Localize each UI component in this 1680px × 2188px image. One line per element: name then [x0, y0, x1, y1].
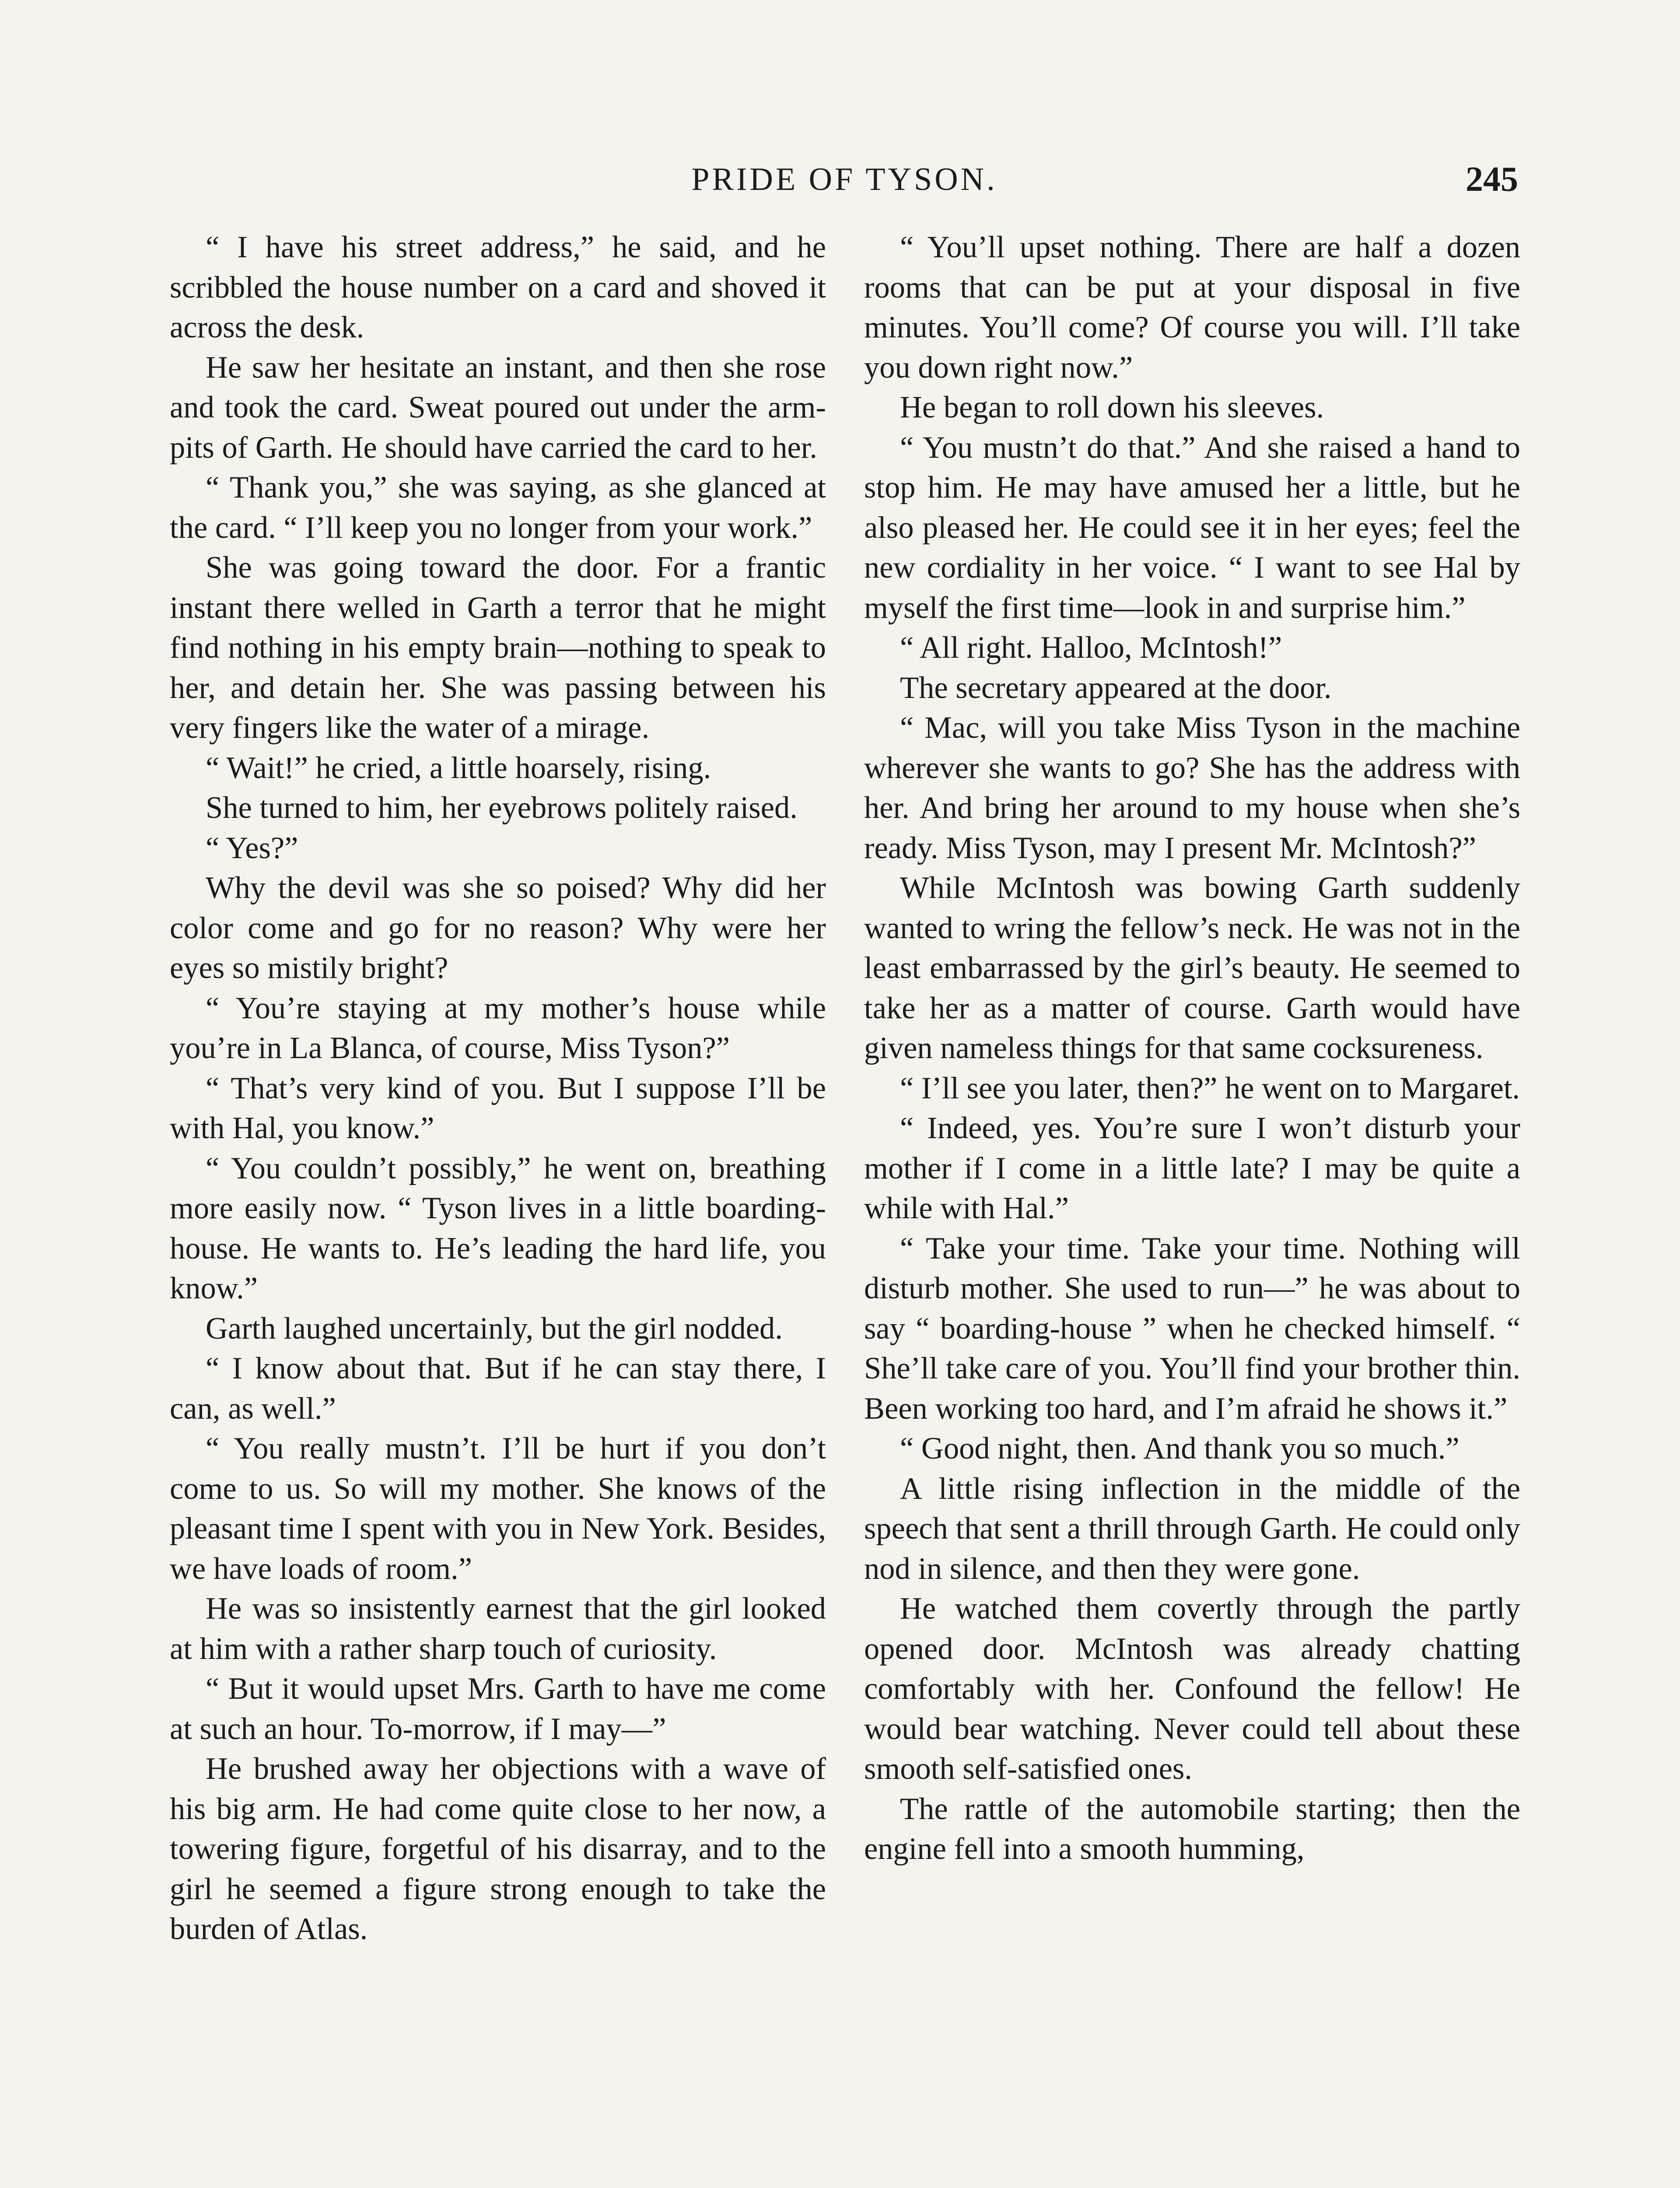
- paragraph: He began to roll down his sleeves.: [900, 390, 1324, 424]
- paragraph: “ You couldn’t possibly,” he went on, breathing more easily now. “ Tyson lives in a little boarding-house. He wants to. He’s leading the hard life, you know.”: [170, 1151, 826, 1305]
- paragraph: “ Wait!” he cried, a little hoarsely, rising.: [206, 750, 711, 785]
- paragraph: “ You’re staying at my mother’s house while you’re in La Blanca, of course, Miss Tyson?”: [170, 991, 826, 1065]
- paragraph: She turned to him, her eyebrows politely raised.: [206, 791, 798, 825]
- paragraph: She was going toward the door. For a frantic instant there welled in Garth a terror that he might find nothing in his empty brain—nothing to speak to her, and detain her. She was passing between his very fingers like the water of a mirage.: [170, 551, 826, 745]
- paragraph: He was so insistently earnest that the girl looked at him with a rather sharp touch of curiosity.: [170, 1592, 826, 1666]
- paragraph: He saw her hesitate an instant, and then she rose and took the card. Sweat poured out under the arm-pits of Garth. He should have carried the card to her.: [170, 350, 826, 465]
- paragraph: While McIntosh was bowing Garth suddenly wanted to wring the fellow’s neck. He was not in the least embarrassed by the girl’s beauty. He seemed to take her as a matter of course. Garth would have given nameless things for that same cocksureness.: [864, 871, 1520, 1065]
- paragraph: “ Take your time. Take your time. Nothing will disturb mother. She used to run—” he was about to say “ boarding-house ” when he checked himself. “ She’ll take care of you. You’ll find your brother thin. Been working too hard, and I’m afraid he shows it.”: [864, 1231, 1520, 1426]
- paragraph: The rattle of the automobile starting; then the engine fell into a smooth humming,: [864, 1792, 1520, 1866]
- paragraph: “ Good night, then. And thank you so much.”: [900, 1431, 1460, 1466]
- paragraph: “ I have his street address,” he said, and he scribbled the house number on a card and shoved it across the desk.: [170, 230, 826, 344]
- paragraph: “ All right. Halloo, McIntosh!”: [900, 631, 1282, 665]
- paragraph: “ Indeed, yes. You’re sure I won’t disturb your mother if I come in a little late? I may be quite a while with Hal.”: [864, 1111, 1520, 1225]
- paragraph: “ You really mustn’t. I’ll be hurt if you don’t come to us. So will my mother. She knows of the pleasant time I spent with you in New York. Besides, we have loads of room.”: [170, 1431, 826, 1586]
- paragraph: “ You’ll upset nothing. There are half a dozen rooms that can be put at your disposal in five minutes. You’ll come? Of course you will. I’ll take you down right now.”: [864, 230, 1520, 385]
- running-head: PRIDE OF TYSON.: [691, 161, 998, 197]
- paragraph: Garth laughed uncertainly, but the girl nodded.: [206, 1311, 783, 1346]
- paragraph: “ That’s very kind of you. But I suppose I’ll be with Hal, you know.”: [170, 1071, 826, 1145]
- left-text-column: [170, 228, 826, 1950]
- paragraph: “ Mac, will you take Miss Tyson in the machine wherever she wants to go? She has the address with her. And bring her around to my house when she’s ready. Miss Tyson, may I present Mr. McIntosh?”: [864, 711, 1520, 865]
- paragraph: He brushed away her objections with a wave of his big arm. He had come quite close to her now, a towering figure, forgetful of his disarray, and to the girl he seemed a figure strong enough to take the burden of Atlas.: [170, 1752, 826, 1946]
- page-header: [171, 155, 1518, 203]
- paragraph: “ You mustn’t do that.” And she raised a hand to stop him. He may have amused her a little, but he also pleased her. He could see it in her eyes; feel the new cordiality in her voice. “ I want to see Hal by myself the first time—look in and surprise him.”: [864, 430, 1520, 625]
- paragraph: “ But it would upset Mrs. Garth to have me come at such an hour. To-morrow, if I may—”: [170, 1672, 826, 1746]
- paragraph: Why the devil was she so poised? Why did her color come and go for no reason? Why were her eyes so mistily bright?: [170, 871, 826, 985]
- paragraph: “ Yes?”: [206, 831, 298, 865]
- paragraph: A little rising inflection in the middle of the speech that sent a thrill through Garth. He could only nod in silence, and then they were gone.: [864, 1471, 1520, 1586]
- page-number: 245: [1466, 160, 1518, 199]
- paragraph: He watched them covertly through the partly opened door. McIntosh was already chatting comfortably with her. Confound the fellow! He would bear watching. Never could tell about these smooth self-satisfied ones.: [864, 1592, 1520, 1786]
- paragraph: “ I’ll see you later, then?” he went on to Margaret.: [900, 1071, 1520, 1105]
- paragraph: The secretary appeared at the door.: [900, 670, 1332, 705]
- paragraph: “ Thank you,” she was saying, as she glanced at the card. “ I’ll keep you no longer from your work.”: [170, 470, 826, 545]
- right-text-column: [864, 228, 1520, 1869]
- paragraph: “ I know about that. But if he can stay there, I can, as well.”: [170, 1351, 826, 1426]
